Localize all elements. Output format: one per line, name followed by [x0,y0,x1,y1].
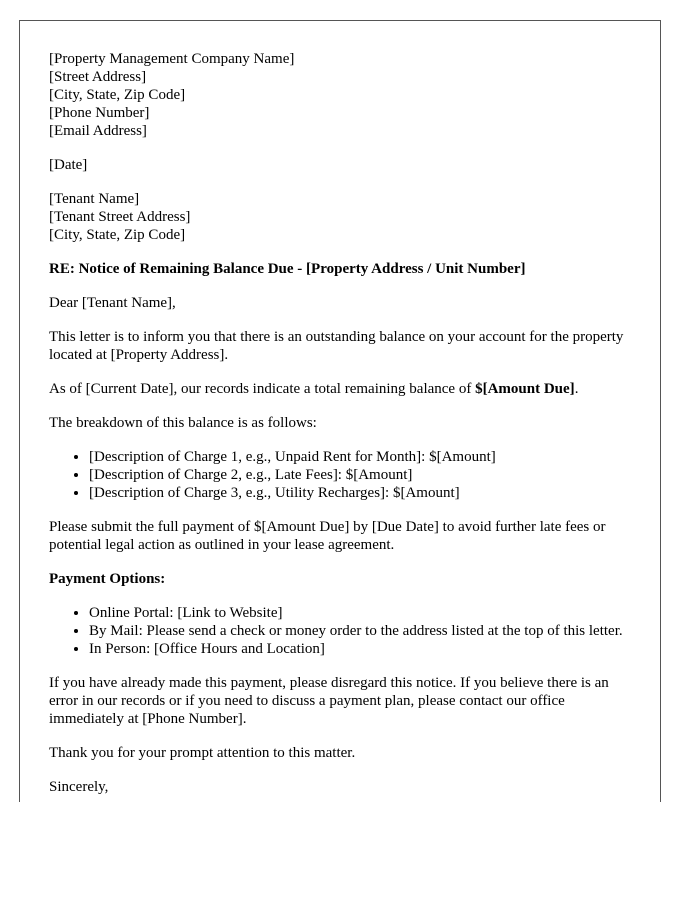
list-item: • [Description of Charge 1, e.g., Unpaid Rent for Month]: $[Amount] [89,448,639,466]
subject-line: RE: Notice of Remaining Balance Due - [Property Address / Unit Number] [49,261,526,277]
letter-date: [Date] [49,157,88,173]
balance-suffix: . [574,381,579,397]
charges-list [49,448,639,502]
list-item: • By Mail: Please send a check or money order to the address listed at the top of this letter. [89,622,639,640]
sender-email: [Email Address] [49,123,147,139]
sender-company: [Property Management Company Name] [49,51,295,67]
thanks-paragraph: Thank you for your prompt attention to this matter. [49,745,356,761]
recipient-address [49,190,639,244]
sender-phone: [Phone Number] [49,105,150,121]
list-item: • Online Portal: [Link to Website] [89,604,639,622]
breakdown-intro: The breakdown of this balance is as follows: [49,415,317,431]
closing: Sincerely, [49,779,109,795]
letter-page [19,20,661,802]
payment-options-heading: Payment Options: [49,571,166,587]
payment-request-paragraph: Please submit the full payment of $[Amount Due] by [Due Date] to avoid further late fees or potential legal action as outlined in your lease agreement. [49,519,606,553]
balance-paragraph [49,380,639,398]
sender-street: [Street Address] [49,69,147,85]
list-item: • [Description of Charge 2, e.g., Late Fees]: $[Amount] [89,466,639,484]
list-item: • In Person: [Office Hours and Location] [89,640,639,658]
disregard-paragraph: If you have already made this payment, please disregard this notice. If you believe there is an error in our records or if you need to discuss a payment plan, please contact our office immediately at [Phone Number]. [49,675,609,727]
letter-content [49,50,639,802]
balance-prefix: As of [Current Date], our records indicate a total remaining balance of [49,381,476,397]
intro-paragraph: This letter is to inform you that there is an outstanding balance on your account for the property located at [Property Address]. [49,329,624,363]
recipient-city: [City, State, Zip Code] [49,227,186,243]
sender-address [49,50,639,140]
list-item: • [Description of Charge 3, e.g., Utility Recharges]: $[Amount] [89,484,639,502]
payment-options-list [49,604,639,658]
recipient-street: [Tenant Street Address] [49,209,191,225]
balance-amount: $[Amount Due] [475,381,575,397]
sender-city: [City, State, Zip Code] [49,87,186,103]
recipient-name: [Tenant Name] [49,191,140,207]
salutation: Dear [Tenant Name], [49,295,176,311]
